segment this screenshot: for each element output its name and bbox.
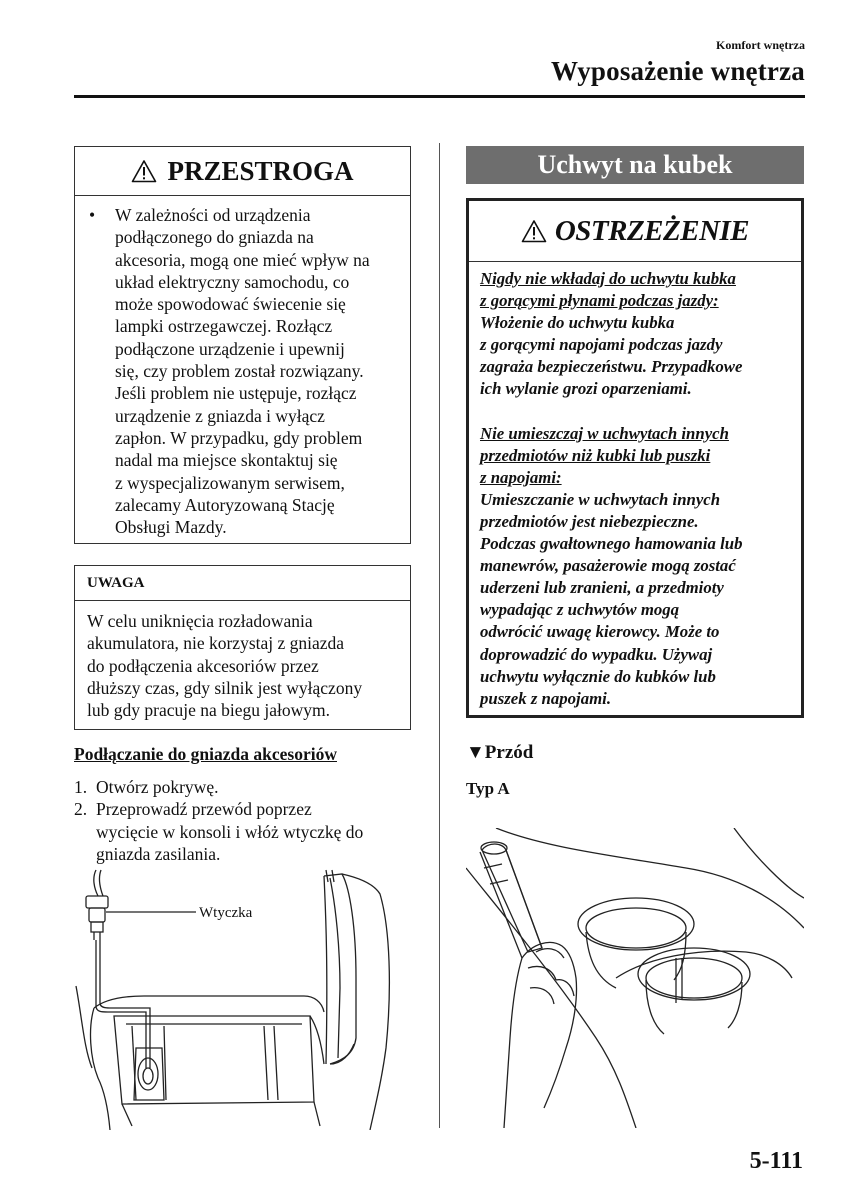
warning-body bbox=[469, 262, 801, 710]
text-line: Nie umieszczaj w uchwytach innych bbox=[480, 423, 729, 443]
note-title: UWAGA bbox=[75, 566, 410, 601]
text-line: doprowadzić do wypadku. Używaj bbox=[480, 644, 713, 664]
step-text bbox=[96, 798, 363, 865]
step-text bbox=[96, 776, 218, 798]
type-label: Typ A bbox=[466, 779, 510, 798]
text-line: akcesoria, mogą one mieć wpływ na bbox=[115, 249, 370, 270]
text-line: podłączonego do gniazda na bbox=[115, 227, 314, 248]
text-line: uchwytu wyłącznie do kubków lub bbox=[480, 666, 716, 686]
warning-para2-text bbox=[480, 489, 791, 710]
text-line: wycięcie w konsoli i włóż wtyczkę do bbox=[96, 821, 364, 842]
text-line: zalecamy Autoryzowaną Stację bbox=[115, 494, 335, 515]
text-line: z gorącymi napojami podczas jazdy bbox=[480, 335, 723, 355]
text-line: z napojami: bbox=[480, 467, 562, 487]
warning-triangle-icon bbox=[131, 159, 157, 183]
text-line: zapłon. W przypadku, gdy problem bbox=[115, 427, 363, 448]
warning-box bbox=[466, 198, 804, 718]
text-line: Otwórz pokrywę. bbox=[96, 777, 219, 797]
warning-triangle-icon bbox=[521, 219, 547, 243]
text-line: Jeśli problem nie ustępuje, rozłącz bbox=[115, 383, 357, 404]
front-label: ▼Przód bbox=[466, 742, 534, 763]
warning-para1-heading bbox=[480, 268, 791, 312]
caution-box bbox=[74, 146, 411, 544]
text-line: urządzenie z gniazda i wyłącz bbox=[115, 405, 325, 426]
text-line: Włożenie do uchwytu kubka bbox=[480, 313, 675, 333]
text-line: przedmiotów jest niebezpieczne. bbox=[480, 511, 699, 531]
section-label: Komfort wnętrza bbox=[716, 38, 805, 52]
text-line: Przeprowadź przewód poprzez bbox=[96, 799, 312, 820]
text-line: Umieszczanie w uchwytach innych bbox=[480, 489, 721, 509]
text-line: Nigdy nie wkładaj do uchwytu kubka bbox=[480, 269, 736, 288]
text-line: nadal ma miejsce skontaktuj się bbox=[115, 450, 338, 471]
text-line: wypadając z uchwytów mogą bbox=[480, 600, 680, 620]
cupholder-section-title: Uchwyt na kubek bbox=[466, 146, 804, 184]
text-line: puszek z napojami. bbox=[480, 688, 612, 708]
step-item bbox=[74, 776, 419, 798]
steps-list bbox=[74, 776, 419, 865]
text-line: może spowodować świecenie się bbox=[115, 294, 346, 315]
plug-label: Wtyczka bbox=[199, 905, 253, 921]
text-line: przedmiotów niż kubki lub puszki bbox=[480, 445, 711, 465]
text-line: dłuższy czas, gdy silnik jest wyłączony bbox=[87, 677, 363, 698]
cup-holder-illustration bbox=[466, 828, 804, 1128]
text-line: Podczas gwałtownego hamowania lub bbox=[480, 534, 743, 554]
text-line: do podłączenia akcesoriów przez bbox=[87, 655, 319, 676]
caution-header bbox=[75, 147, 410, 196]
warning-header bbox=[469, 201, 801, 262]
text-line: manewrów, pasażerowie mogą zostać bbox=[480, 556, 736, 576]
column-divider bbox=[439, 143, 440, 1128]
text-line: lampki ostrzegawczej. Rozłącz bbox=[115, 316, 333, 337]
text-line: się, czy problem został rozwiązany. bbox=[115, 361, 364, 382]
text-line: ich wylanie grozi oparzeniami. bbox=[480, 379, 692, 399]
bullet: • bbox=[89, 205, 96, 225]
text-line: układ elektryczny samochodu, co bbox=[115, 271, 350, 292]
text-line: Obsługi Mazdy. bbox=[115, 517, 227, 538]
text-line: akumulatora, nie korzystaj z gniazda bbox=[87, 633, 345, 654]
caution-text bbox=[115, 204, 400, 538]
text-line: gniazda zasilania. bbox=[96, 843, 221, 864]
text-line: odwrócić uwagę kierowcy. Może to bbox=[480, 622, 720, 642]
header-rule bbox=[74, 95, 805, 98]
connect-heading: Podłączanie do gniazda akcesoriów bbox=[74, 744, 337, 764]
console-socket-illustration bbox=[74, 868, 429, 1130]
step-number: 1. bbox=[74, 777, 88, 797]
warning-title: OSTRZEŻENIE bbox=[554, 214, 750, 247]
text-line: W zależności od urządzenia bbox=[115, 205, 311, 225]
text-line: uderzeni lub zranieni, a przedmioty bbox=[480, 578, 724, 598]
warning-para2-heading bbox=[480, 423, 791, 489]
page-number: 5-111 bbox=[749, 1148, 803, 1174]
note-text bbox=[75, 601, 410, 721]
page-title: Wyposażenie wnętrza bbox=[551, 56, 805, 86]
text-line: W celu uniknięcia rozładowania bbox=[87, 611, 313, 631]
text-line: podłączone urządzenie i upewnij bbox=[115, 338, 345, 359]
text-line: z gorącymi płynami podczas jazdy: bbox=[480, 291, 719, 311]
text-line: lub gdy pracuje na biegu jałowym. bbox=[87, 700, 330, 721]
text-line: z wyspecjalizowanym serwisem, bbox=[115, 472, 345, 493]
caution-title: PRZESTROGA bbox=[167, 155, 354, 186]
caution-body bbox=[75, 196, 410, 538]
note-box bbox=[74, 565, 411, 730]
text-line: zagraża bezpieczeństwu. Przypadkowe bbox=[480, 357, 743, 377]
step-item bbox=[74, 798, 419, 865]
warning-para1-text bbox=[480, 312, 791, 400]
step-number: 2. bbox=[74, 799, 88, 820]
